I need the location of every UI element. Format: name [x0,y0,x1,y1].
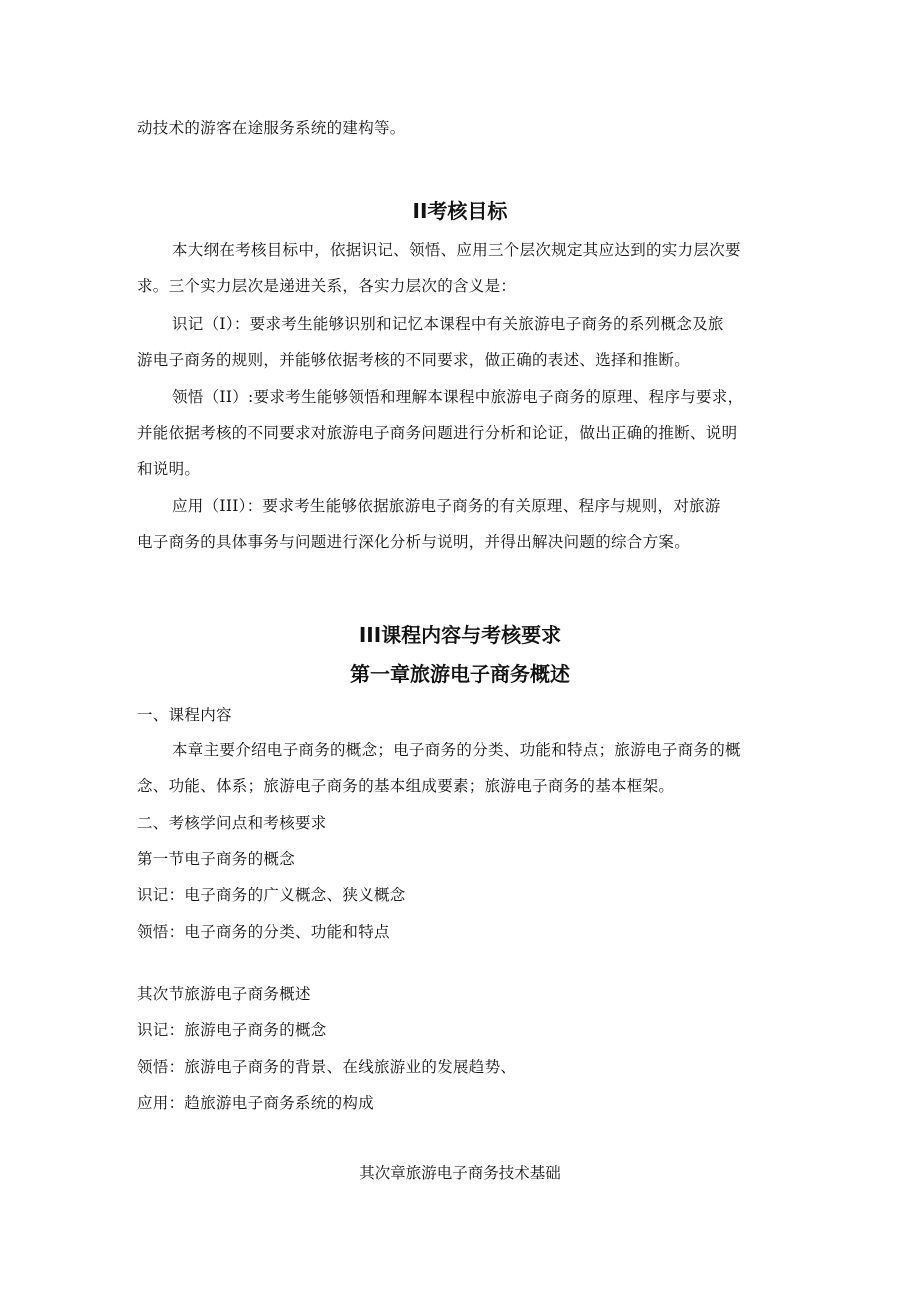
section-subtitle: 第一节电子商务的概念 [137,850,296,868]
paragraph-line: 应用（III）：要求考生能够依据旅游电子商务的有关原理、程序与规则，对旅游 [172,497,721,515]
section-subtitle: 其次节旅游电子商务概述 [137,985,311,1003]
paragraph-line: 识记（I）：要求考生能够识别和记忆本课程中有关旅游电子商务的系列概念及旅 [172,315,724,333]
subsection-heading: 一、课程内容 [137,706,232,724]
requirement-line: 领悟：电子商务的分类、功能和特点 [137,923,390,941]
paragraph-line: 和说明。 [137,460,201,478]
requirement-line: 领悟：旅游电子商务的背景、在线旅游业的发展趋势、 [137,1058,517,1076]
paragraph-line: 本大纲在考核目标中，依据识记、领悟、应用三个层次规定其应达到的实力层次要 [172,241,741,259]
paragraph-line: 并能依据考核的不同要求对旅游电子商务问题进行分析和论证，做出正确的推断、说明 [137,424,738,442]
paragraph-line: 电子商务的具体事务与问题进行深化分析与说明，并得出解决问题的综合方案。 [137,533,691,551]
paragraph-line: 游电子商务的规则，并能够依据考核的不同要求，做正确的表述、选择和推断。 [137,351,691,369]
paragraph-fragment: 动技术的游客在途服务系统的建构等。 [137,119,406,137]
requirement-line: 识记：旅游电子商务的概念 [137,1021,327,1039]
requirement-line: 应用：趋旅游电子商务系统的构成 [137,1094,375,1112]
paragraph-line: 求。三个实力层次是递进关系，各实力层次的含义是： [137,277,517,295]
section-title-course-content: III课程内容与考核要求 [358,623,562,647]
chapter-title: 第一章旅游电子商务概述 [350,662,570,686]
subsection-heading: 二、考核学问点和考核要求 [137,814,327,832]
paragraph-line: 领悟（II）:要求考生能够领悟和理解本课程中旅游电子商务的原理、程序与要求， [172,388,744,406]
requirement-line: 识记：电子商务的广义概念、狭义概念 [137,886,406,904]
section-title-assessment-goals: II考核目标 [412,199,508,223]
chapter-title-next: 其次章旅游电子商务技术基础 [359,1164,561,1182]
paragraph-line: 本章主要介绍电子商务的概念；电子商务的分类、功能和特点；旅游电子商务的概 [172,741,741,759]
paragraph-line: 念、功能、体系；旅游电子商务的基本组成要素；旅游电子商务的基本框架。 [137,777,675,795]
